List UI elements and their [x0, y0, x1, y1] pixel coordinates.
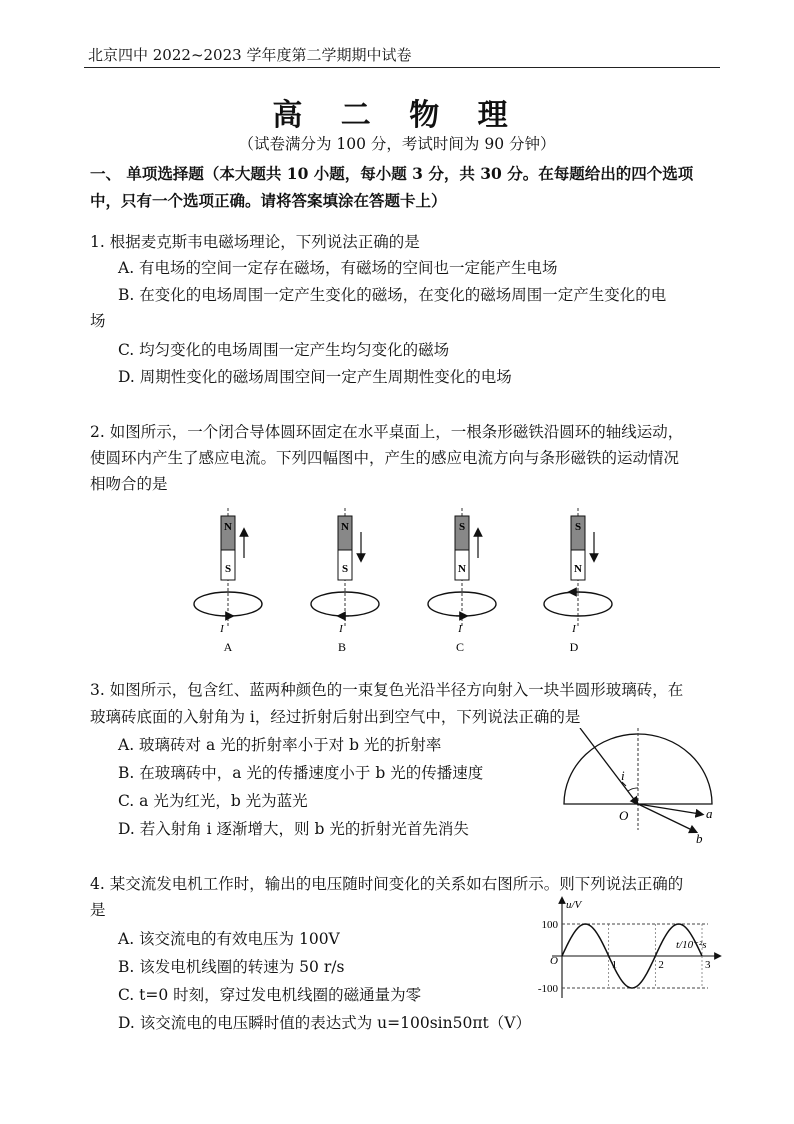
origin-label: O	[550, 955, 558, 967]
q3-angle-label: i	[621, 768, 625, 783]
q2-figure-c	[428, 508, 496, 654]
q4-option-a: A. 该交流电的有效电压为 100V	[118, 930, 340, 948]
x-axis-label: t/10⁻²s	[676, 939, 707, 951]
q2-c-label: C	[455, 640, 465, 654]
exam-subtitle: （试卷满分为 100 分，考试时间为 90 分钟）	[238, 135, 556, 153]
svg-text:I: I	[339, 623, 343, 635]
q3-stem-line2: 玻璃砖底面的入射角为 i，经过折射后射出到空气中，下列说法正确的是	[90, 708, 581, 726]
q1-option-c: C. 均匀变化的电场周围一定产生均匀变化的磁场	[118, 341, 450, 359]
q3-stem-line1: 3. 如图所示，包含红、蓝两种颜色的一束复色光沿半径方向射入一块半圆形玻璃砖，在	[90, 681, 684, 699]
q4-voltage-chart	[526, 896, 732, 1002]
q2-d-bottom-pole: N	[574, 563, 582, 575]
q2-b-bottom-pole: S	[341, 563, 349, 575]
q3-figure	[556, 728, 726, 846]
q4-option-c: C. t=0 时刻，穿过发电机线圈的磁通量为零	[118, 986, 422, 1004]
q4-option-d: D. 该交流电的电压瞬时值的表达式为 u=100sin50πt（V）	[118, 1014, 531, 1032]
q4-stem-line2: 是	[90, 901, 106, 919]
q1-option-b-cont: 场	[90, 312, 106, 330]
y-tick-label: 100	[541, 919, 558, 931]
q4-option-b: B. 该发电机线圈的转速为 50 r/s	[118, 958, 345, 976]
exam-header: 北京四中 2022~2023 学年度第二学期期中试卷	[88, 46, 412, 64]
q3-option-c: C. a 光为红光，b 光为蓝光	[118, 792, 308, 810]
q2-d-label: D	[569, 640, 579, 654]
q2-stem-line1: 2. 如图所示，一个闭合导体圆环固定在水平桌面上，一根条形磁铁沿圆环的轴线运动，	[90, 423, 684, 441]
q1-stem: 1. 根据麦克斯韦电磁场理论，下列说法正确的是	[90, 233, 420, 251]
q3-option-d: D. 若入射角 i 逐渐增大，则 b 光的折射光首先消失	[118, 820, 469, 838]
x-tick-label: 1	[611, 959, 618, 971]
svg-text:I: I	[458, 623, 462, 635]
svg-text:I: I	[572, 623, 576, 635]
q2-a-label: A	[223, 640, 233, 654]
q2-figure-b	[311, 508, 379, 654]
q3-ray-b-label: b	[696, 831, 703, 846]
q3-ray-a-label: a	[706, 806, 713, 821]
q2-figures	[170, 508, 630, 660]
q2-stem-line3: 相吻合的是	[90, 475, 168, 493]
q2-a-top-pole: N	[224, 521, 232, 533]
page-title: 高 二 物 理	[272, 98, 522, 133]
x-tick-label: 3	[705, 959, 711, 971]
q1-option-d: D. 周期性变化的磁场周围空间一定产生周期性变化的电场	[118, 368, 512, 386]
q2-figure-a	[194, 508, 262, 654]
svg-text:I: I	[220, 623, 224, 635]
q3-option-a: A. 玻璃砖对 a 光的折射率小于对 b 光的折射率	[118, 736, 442, 754]
q3-option-b: B. 在玻璃砖中，a 光的传播速度小于 b 光的传播速度	[118, 764, 484, 782]
x-tick-label: 2	[658, 959, 664, 971]
q2-d-top-pole: S	[574, 521, 582, 533]
q2-a-bottom-pole: S	[224, 563, 232, 575]
q2-b-label: B	[337, 640, 347, 654]
header-rule	[84, 67, 720, 68]
q2-c-top-pole: S	[458, 521, 466, 533]
q1-option-b: B. 在变化的电场周围一定产生变化的磁场，在变化的磁场周围一定产生变化的电	[118, 286, 667, 304]
section1-line2: 中，只有一个选项正确。请将答案填涂在答题卡上）	[90, 191, 447, 210]
q1-option-a: A. 有电场的空间一定存在磁场，有磁场的空间也一定能产生电场	[118, 259, 558, 277]
q3-origin-label: O	[619, 808, 629, 823]
y-axis-label: u/V	[566, 899, 582, 911]
q2-figure-d	[544, 508, 612, 654]
section1-line1: 一、 单项选择题（本大题共 10 小题，每小题 3 分，共 30 分。在每题给出的四个选项	[90, 164, 694, 183]
q2-b-top-pole: N	[341, 521, 349, 533]
q2-stem-line2: 使圆环内产生了感应电流。下列四幅图中，产生的感应电流方向与条形磁铁的运动情况	[90, 449, 680, 467]
q2-c-bottom-pole: N	[458, 563, 466, 575]
y-tick-label: -100	[537, 983, 558, 995]
q4-stem-line1: 4. 某交流发电机工作时，输出的电压随时间变化的关系如右图所示。则下列说法正确的	[90, 875, 684, 893]
